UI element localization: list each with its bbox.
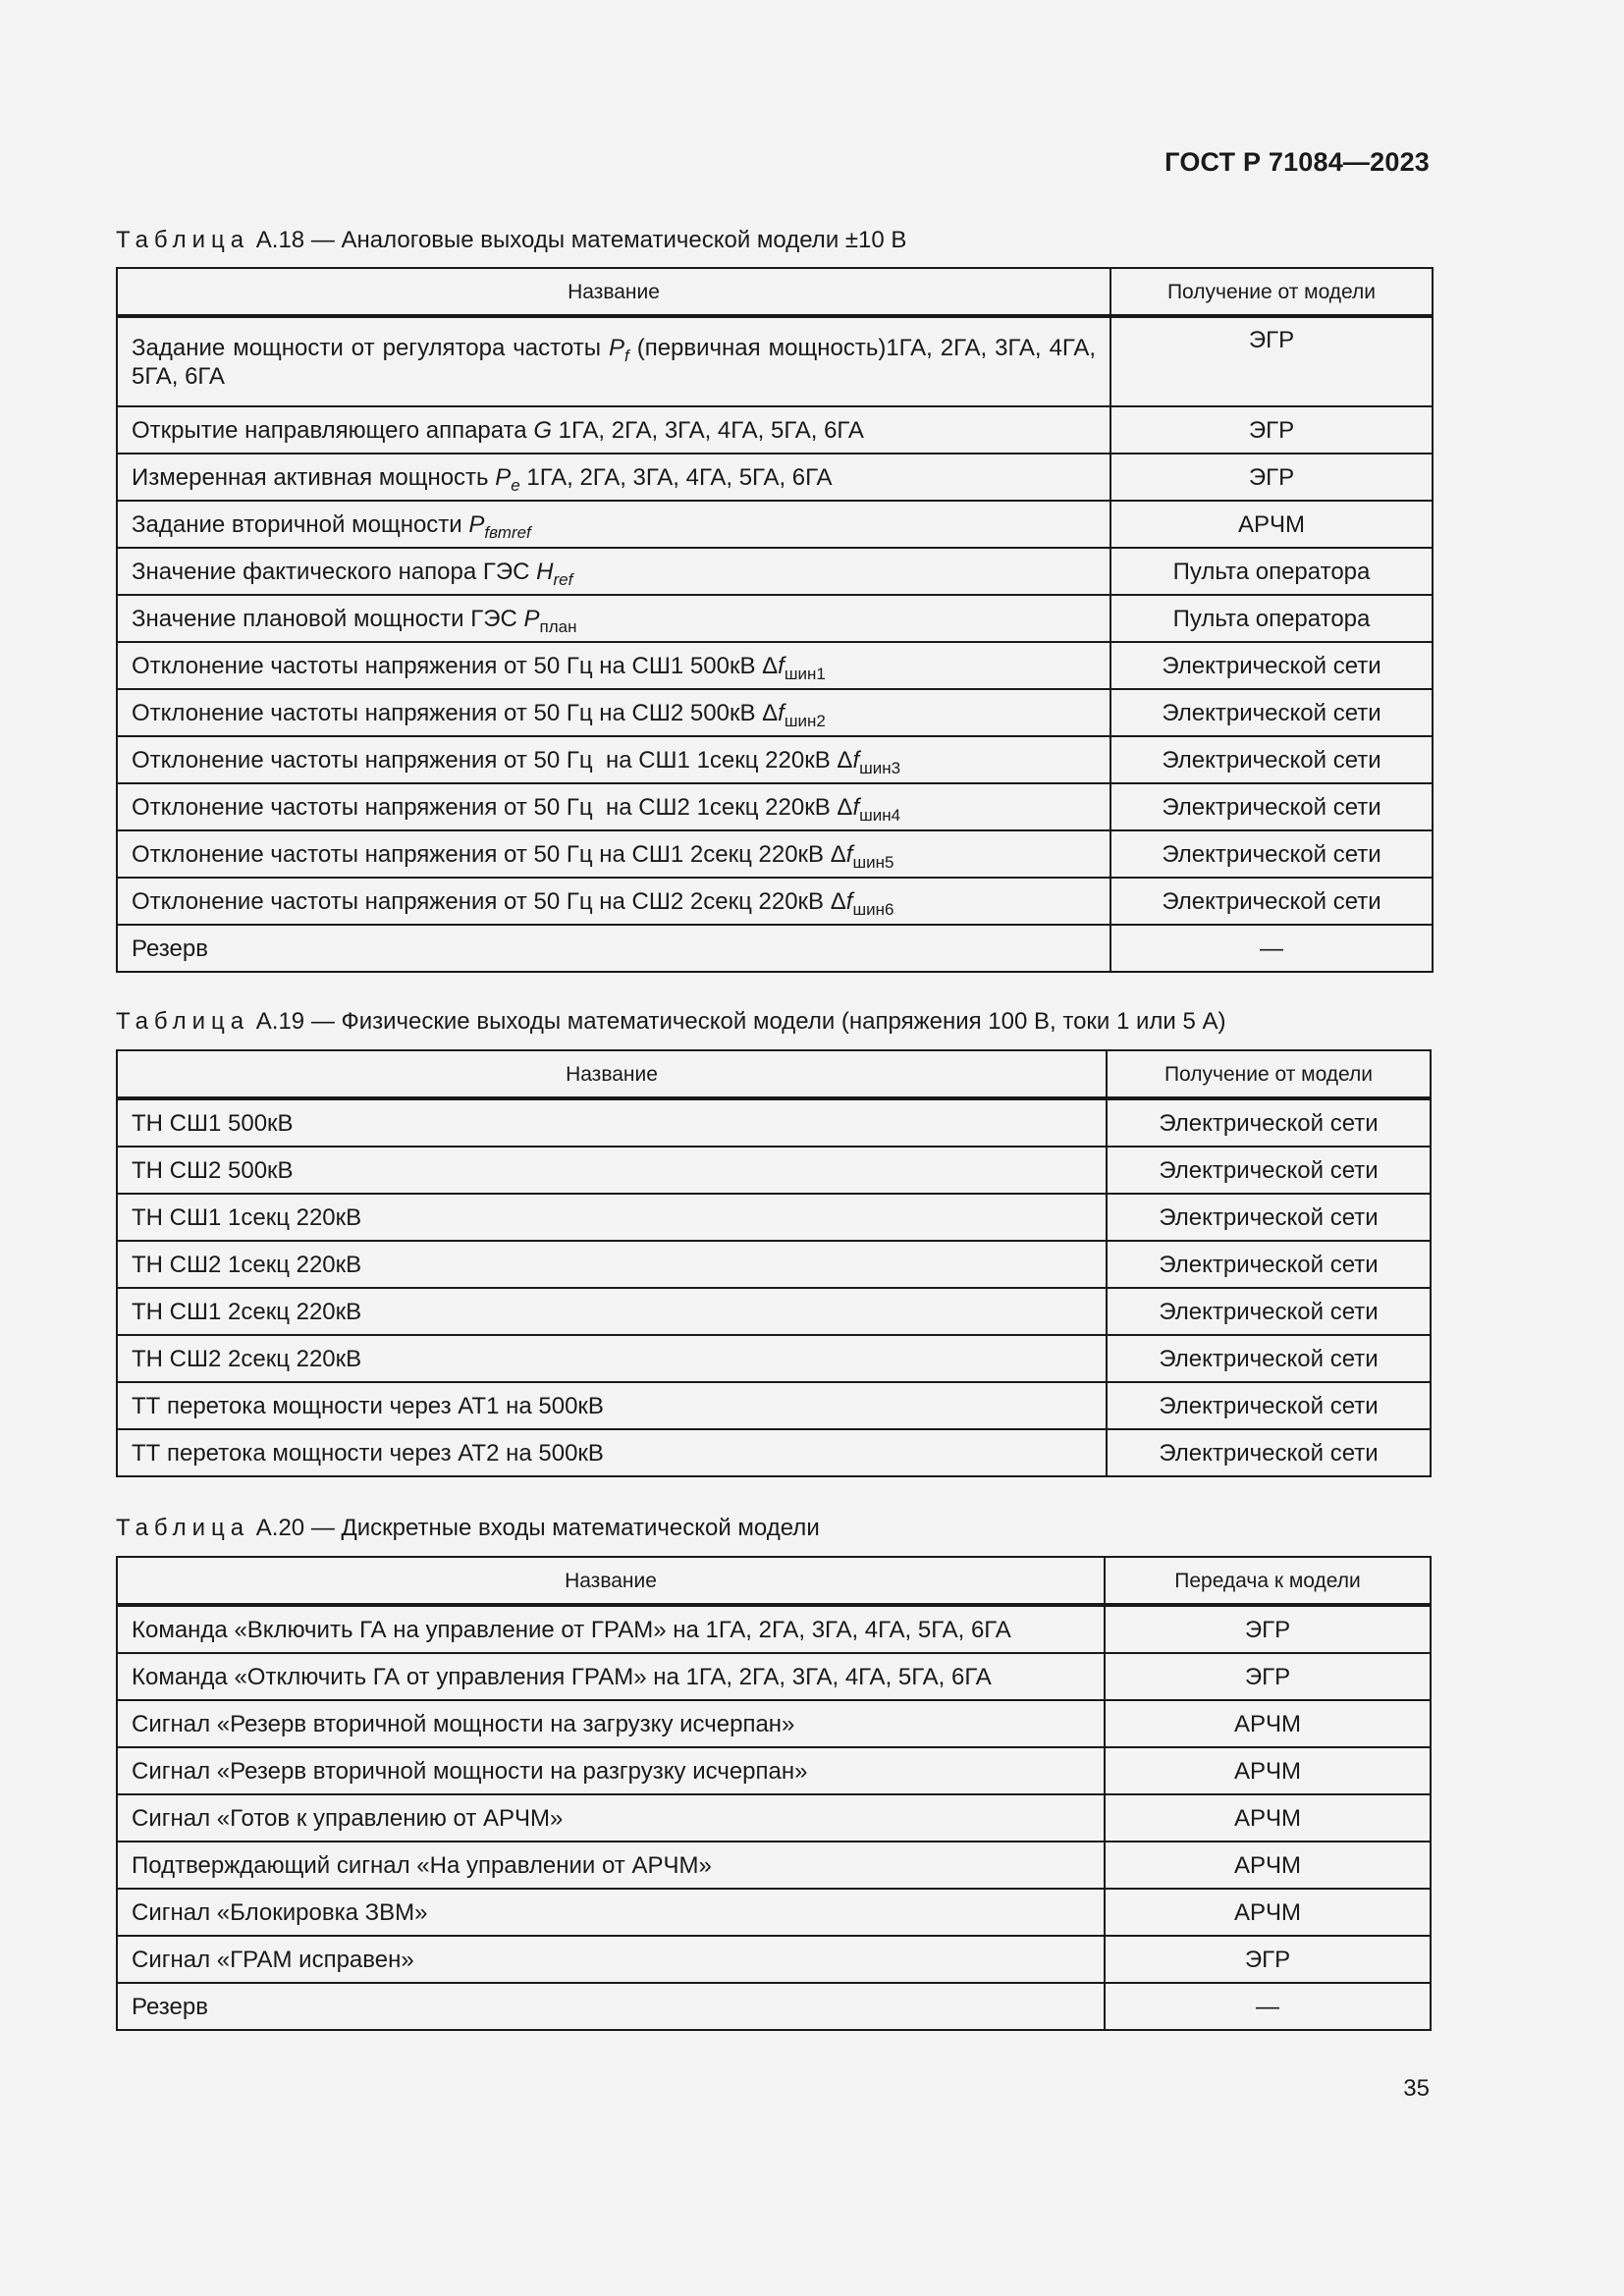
row-value: Электрической сети — [1107, 1429, 1431, 1476]
row-value: ЭГР — [1110, 454, 1433, 501]
table-row — [117, 1382, 1431, 1429]
table-row — [117, 1429, 1431, 1476]
row-name: Резерв — [117, 1983, 1105, 2030]
row-value: АРЧМ — [1105, 1889, 1431, 1936]
row-value: ЭГР — [1105, 1605, 1431, 1653]
row-name: Сигнал «Резерв вторичной мощности на загрузку исчерпан» — [117, 1700, 1105, 1747]
table-row — [117, 1700, 1431, 1747]
table-row — [117, 1194, 1431, 1241]
column-header-source: Передача к модели — [1105, 1557, 1431, 1605]
column-header-source: Получение от модели — [1110, 268, 1433, 316]
table-row — [117, 1936, 1431, 1983]
row-value: Электрической сети — [1107, 1335, 1431, 1382]
table-row — [117, 501, 1433, 548]
table-row — [117, 1241, 1431, 1288]
row-name: Отклонение частоты напряжения от 50 Гц на СШ1 2секц 220кВ $\Delta f_{шин5}$ — [117, 830, 1110, 878]
table-row — [117, 1889, 1431, 1936]
row-name: Отклонение частоты напряжения от 50 Гц на СШ2 500кВ $\Delta f_{шин2}$ — [117, 689, 1110, 736]
table-row — [117, 783, 1433, 830]
row-name: Измеренная активная мощность $P_e$ 1ГА, 2ГА, 3ГА, 4ГА, 5ГА, 6ГА — [117, 454, 1110, 501]
row-value: Электрической сети — [1107, 1147, 1431, 1194]
row-name: Отклонение частоты напряжения от 50 Гц на СШ2 2секц 220кВ $\Delta f_{шин6}$ — [117, 878, 1110, 925]
row-name: Задание мощности от регулятора частоты $P_f$ (первичная мощность)1ГА, 2ГА, 3ГА, 4ГА, 5ГА, 6ГА — [117, 316, 1110, 406]
table-row — [117, 1147, 1431, 1194]
row-value: Электрической сети — [1110, 642, 1433, 689]
row-value: Электрической сети — [1107, 1288, 1431, 1335]
table-a18-caption — [116, 227, 906, 254]
table-row — [117, 1605, 1431, 1653]
row-name: ТН СШ1 500кВ — [117, 1098, 1107, 1147]
row-value: АРЧМ — [1105, 1794, 1431, 1842]
row-value: Пульта оператора — [1110, 548, 1433, 595]
row-name: Сигнал «Блокировка ЗВМ» — [117, 1889, 1105, 1936]
row-value: ЭГР — [1105, 1653, 1431, 1700]
document-code: ГОСТ Р 71084—2023 — [1164, 147, 1430, 177]
table-row — [117, 595, 1433, 642]
row-value: Электрической сети — [1107, 1241, 1431, 1288]
row-value: ЭГР — [1105, 1936, 1431, 1983]
table-row — [117, 1335, 1431, 1382]
row-value: — — [1105, 1983, 1431, 2030]
row-name: Открытие направляющего аппарата G 1ГА, 2ГА, 3ГА, 4ГА, 5ГА, 6ГА — [117, 406, 1110, 454]
table-row — [117, 1098, 1431, 1147]
column-header-name: Название — [117, 1050, 1107, 1098]
table-row — [117, 925, 1433, 972]
row-value: — — [1110, 925, 1433, 972]
caption-word: Таблица — [116, 1008, 250, 1035]
row-name: Задание вторичной мощности $P_{fвтref}$ — [117, 501, 1110, 548]
row-name: ТН СШ1 2секц 220кВ — [117, 1288, 1107, 1335]
table-row — [117, 406, 1433, 454]
row-value: АРЧМ — [1105, 1747, 1431, 1794]
row-value: Электрической сети — [1110, 689, 1433, 736]
row-value: Электрической сети — [1107, 1098, 1431, 1147]
table-row — [117, 689, 1433, 736]
row-name: Команда «Включить ГА на управление от ГРАМ» на 1ГА, 2ГА, 3ГА, 4ГА, 5ГА, 6ГА — [117, 1605, 1105, 1653]
row-name: Отклонение частоты напряжения от 50 Гц на СШ2 1секц 220кВ $\Delta f_{шин4}$ — [117, 783, 1110, 830]
table-a18 — [116, 267, 1434, 973]
row-name: Подтверждающий сигнал «На управлении от АРЧМ» — [117, 1842, 1105, 1889]
table-row — [117, 642, 1433, 689]
page-number: 35 — [1403, 2075, 1430, 2102]
caption-text: А.20 — Дискретные входы математической модели — [255, 1515, 820, 1541]
caption-text: А.19 — Физические выходы математической модели (напряжения 100 В, токи 1 или 5 А) — [255, 1008, 1226, 1035]
row-name: ТН СШ1 1секц 220кВ — [117, 1194, 1107, 1241]
table-a20 — [116, 1556, 1432, 2031]
row-value: ЭГР — [1110, 316, 1433, 406]
table-row — [117, 1653, 1431, 1700]
row-name: Сигнал «Резерв вторичной мощности на разгрузку исчерпан» — [117, 1747, 1105, 1794]
caption-word: Таблица — [116, 1515, 250, 1541]
column-header-name: Название — [117, 1557, 1105, 1605]
row-value: Электрической сети — [1110, 830, 1433, 878]
row-name: ТН СШ2 2секц 220кВ — [117, 1335, 1107, 1382]
row-name: Сигнал «ГРАМ исправен» — [117, 1936, 1105, 1983]
row-name: ТТ перетока мощности через АТ2 на 500кВ — [117, 1429, 1107, 1476]
table-row — [117, 830, 1433, 878]
row-name: Сигнал «Готов к управлению от АРЧМ» — [117, 1794, 1105, 1842]
row-value: Электрической сети — [1110, 736, 1433, 783]
row-name: ТН СШ2 500кВ — [117, 1147, 1107, 1194]
table-row — [117, 1983, 1431, 2030]
table-row — [117, 1747, 1431, 1794]
row-value: Пульта оператора — [1110, 595, 1433, 642]
row-value: АРЧМ — [1105, 1700, 1431, 1747]
column-header-source: Получение от модели — [1107, 1050, 1431, 1098]
row-name: Значение плановой мощности ГЭС $P_{план}$ — [117, 595, 1110, 642]
table-row — [117, 316, 1433, 406]
row-value: ЭГР — [1110, 406, 1433, 454]
row-value: АРЧМ — [1105, 1842, 1431, 1889]
table-row — [117, 548, 1433, 595]
table-a19-caption — [116, 1008, 1226, 1036]
row-value: Электрической сети — [1107, 1382, 1431, 1429]
row-value: Электрической сети — [1110, 878, 1433, 925]
table-a19 — [116, 1049, 1432, 1477]
row-name: Резерв — [117, 925, 1110, 972]
caption-word: Таблица — [116, 227, 250, 253]
table-row — [117, 1842, 1431, 1889]
row-name: Значение фактического напора ГЭС $H_{ref}$ — [117, 548, 1110, 595]
table-row — [117, 454, 1433, 501]
row-name: ТН СШ2 1секц 220кВ — [117, 1241, 1107, 1288]
row-name: Команда «Отключить ГА от управления ГРАМ» на 1ГА, 2ГА, 3ГА, 4ГА, 5ГА, 6ГА — [117, 1653, 1105, 1700]
table-row — [117, 736, 1433, 783]
table-a20-caption — [116, 1515, 820, 1542]
row-name: ТТ перетока мощности через АТ1 на 500кВ — [117, 1382, 1107, 1429]
row-value: АРЧМ — [1110, 501, 1433, 548]
row-value: Электрической сети — [1107, 1194, 1431, 1241]
column-header-name: Название — [117, 268, 1110, 316]
table-row — [117, 1288, 1431, 1335]
table-row — [117, 878, 1433, 925]
table-row — [117, 1794, 1431, 1842]
caption-text: А.18 — Аналоговые выходы математической модели ±10 В — [255, 227, 907, 253]
row-name: Отклонение частоты напряжения от 50 Гц на СШ1 1секц 220кВ $\Delta f_{шин3}$ — [117, 736, 1110, 783]
row-name: Отклонение частоты напряжения от 50 Гц на СШ1 500кВ $\Delta f_{шин1}$ — [117, 642, 1110, 689]
row-value: Электрической сети — [1110, 783, 1433, 830]
